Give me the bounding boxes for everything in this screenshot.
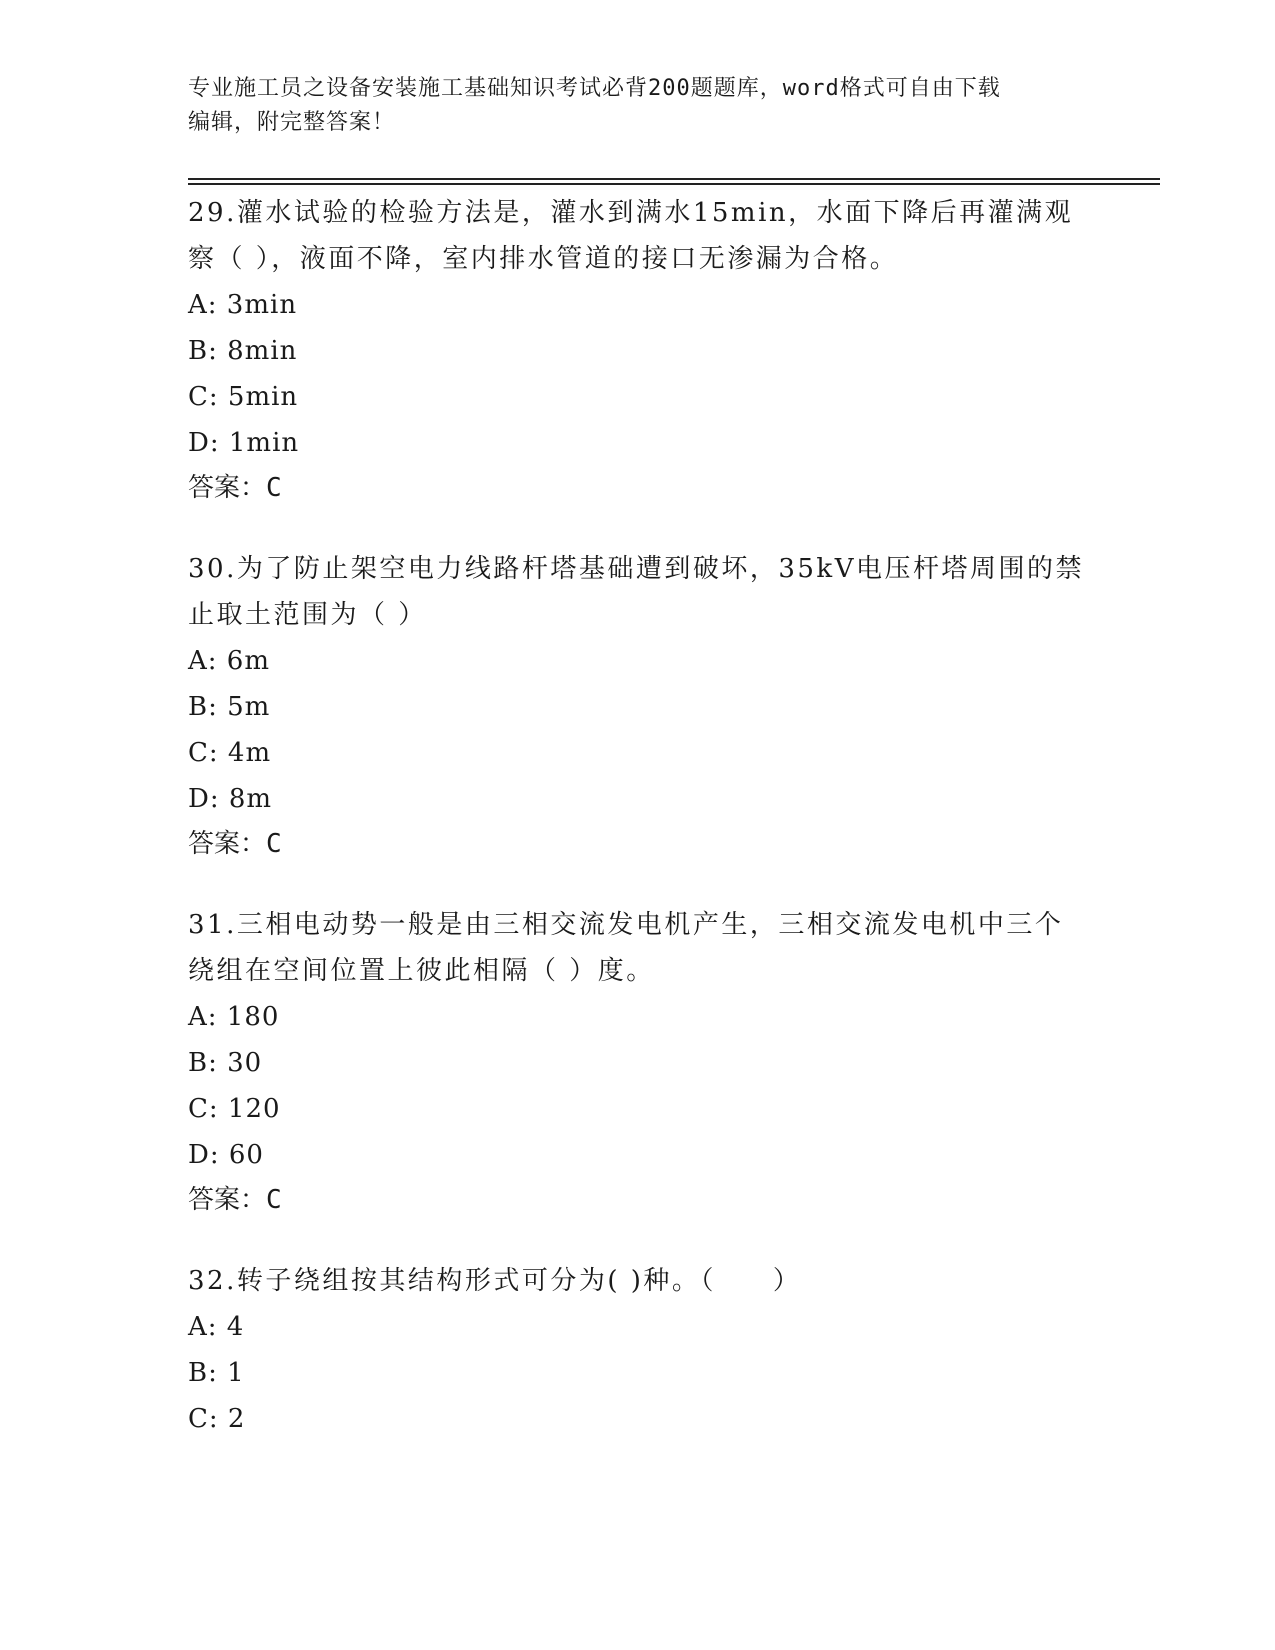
header-divider-top: [188, 178, 1160, 180]
question-stem-line: 30.为了防止架空电力线路杆塔基础遭到破坏，35kV电压杆塔周围的禁: [188, 554, 1084, 584]
option-b: B: 30: [188, 1048, 263, 1078]
option-c: C: 5min: [188, 382, 299, 412]
option-a: A: 6m: [188, 646, 270, 676]
question-list: [188, 190, 1148, 1478]
option-c: C: 120: [188, 1094, 281, 1124]
option-b: B: 5m: [188, 692, 271, 722]
option-a: A: 180: [188, 1002, 280, 1032]
question-stem-line: 绕组在空间位置上彼此相隔（ ）度。: [188, 956, 655, 986]
question-stem: [188, 546, 1088, 638]
question-stem: [188, 190, 1088, 282]
option-c: C: 2: [188, 1404, 246, 1434]
option-a: A: 4: [188, 1312, 245, 1342]
option-a: A: 3min: [188, 290, 298, 320]
question-31: [188, 902, 1148, 1222]
option-b: B: 1: [188, 1358, 245, 1388]
question-30: [188, 546, 1148, 866]
option-c: C: 4m: [188, 738, 272, 768]
document-header: [188, 72, 1088, 140]
question-32: [188, 1258, 1148, 1442]
option-b: B: 8min: [188, 336, 298, 366]
header-line-1: 专业施工员之设备安装施工基础知识考试必背200题题库，word格式可自由下载: [188, 76, 1001, 101]
question-stem-line: 止取土范围为（ ）: [188, 600, 427, 630]
option-d: D: 1min: [188, 428, 300, 458]
question-stem: [188, 1258, 1088, 1304]
answer-line: 答案：C: [188, 829, 282, 859]
header-line-2: 编辑，附完整答案！: [188, 110, 396, 135]
question-stem: [188, 902, 1088, 994]
question-stem-line: 32.转子绕组按其结构形式可分为( )种。（ ）: [188, 1266, 802, 1296]
header-divider-bottom: [188, 183, 1160, 185]
option-d: D: 60: [188, 1140, 264, 1170]
question-stem-line: 29.灌水试验的检验方法是，灌水到满水15min，水面下降后再灌满观: [188, 198, 1074, 228]
question-stem-line: 31.三相电动势一般是由三相交流发电机产生，三相交流发电机中三个: [188, 910, 1064, 940]
option-d: D: 8m: [188, 784, 273, 814]
answer-line: 答案：C: [188, 1185, 282, 1215]
question-29: [188, 190, 1148, 510]
answer-line: 答案：C: [188, 473, 282, 503]
question-stem-line: 察（ ），液面不降，室内排水管道的接口无渗漏为合格。: [188, 244, 899, 274]
